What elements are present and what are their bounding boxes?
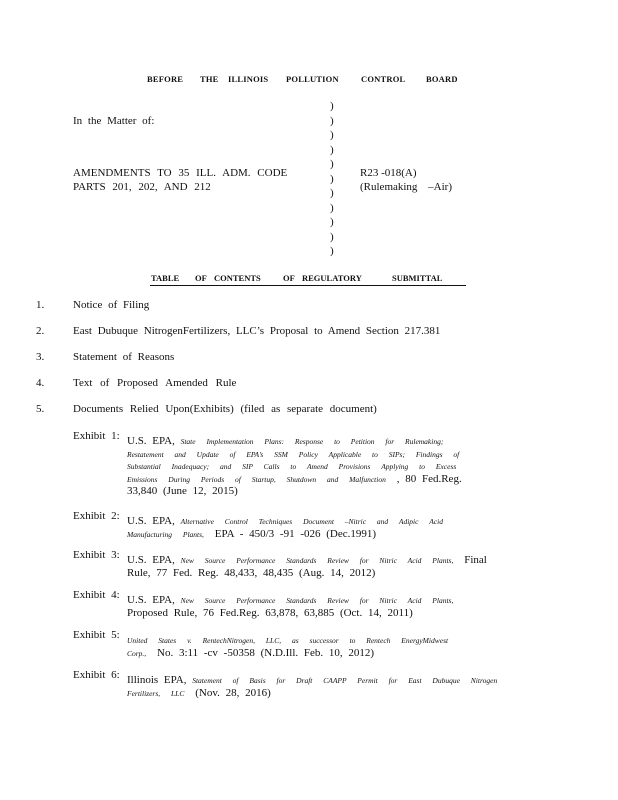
paren: ) [330,144,334,156]
paren: ) [330,245,334,257]
citation-title-text: Fertilizers, LLC [127,688,196,698]
toc-item-number: 5. [36,403,45,415]
toc-item-number: 4. [36,377,45,389]
toc-heading-word: REGULATORY [302,273,362,283]
exhibit-label: Exhibit 2: [73,510,120,522]
citation-text: , 80 Fed.Reg. [396,472,462,485]
exhibit-label: Exhibit 4: [73,589,120,601]
exhibit-citation-line [127,481,238,499]
title-word: CONTROL [361,74,406,84]
exhibit-citation-line [127,683,271,701]
docket-type: (Rulemaking –Air) [360,181,453,193]
paren: ) [330,115,334,127]
toc-item-text: Text of Proposed Amended Rule [73,377,237,389]
document-title [0,74,618,88]
citation-text: (Nov. 28, 2016) [195,686,271,699]
citation-title-text: Emissions During Periods of Startup, Shutdown and Malfunction [127,474,397,484]
paren: ) [330,187,334,199]
citation-text: 33,840 (June 12, 2015) [127,485,238,498]
citation-title-text: New Source Performance Standards Review for Nitric Acid Plants, [180,556,465,565]
citation-title-text: Corp., [127,648,158,658]
paren: ) [330,158,334,170]
toc-heading-word: OF [195,273,207,283]
amendments-line-2: PARTS 201, 202, AND 212 [73,181,211,193]
exhibit-label: Exhibit 6: [73,669,120,681]
exhibit-citation-line [127,643,374,661]
citation-title-text: New Source Performance Standards Review for Nitric Acid Plants, [180,596,454,605]
exhibit-label: Exhibit 3: [73,549,120,561]
paren: ) [330,100,334,112]
toc-item-text: Documents Relied Upon(Exhibits) (filed as separate document) [73,403,377,415]
toc-item-number: 1. [36,299,45,311]
toc-item-text: Notice of Filing [73,299,150,311]
citation-text: No. 3:11 -cv -50358 (N.D.Ill. Feb. 10, 2012) [157,646,375,659]
exhibit-citation-line [127,563,375,581]
citation-text: U.S. EPA, [127,515,181,527]
citation-text: U.S. EPA, [127,554,181,566]
toc-heading [150,273,466,286]
citation-text: Rule, 77 Fed. Reg. 48,433, 48,435 (Aug. 14, 2012) [127,566,376,579]
exhibit-citation-line [127,603,413,621]
citation-text: U.S. EPA, [127,435,181,447]
citation-text: Final [464,554,487,566]
toc-heading-word: TABLE [151,273,180,283]
citation-text: Proposed Rule, 76 Fed.Reg. 63,878, 63,885 (Oct. 14, 2011) [127,606,413,619]
paren: ) [330,216,334,228]
citation-title-text: Alternative Control Techniques Document –Nitric and Adipic Acid [180,517,443,526]
title-word: ILLINOIS [228,74,269,84]
citation-title-text: United States v. RentechNitrogen, LLC, as successor to Rentech EnergyMidwest [127,636,449,645]
amendments-line-1: AMENDMENTS TO 35 ILL. ADM. CODE [73,167,288,179]
toc-heading-word: CONTENTS [214,273,261,283]
paren: ) [330,173,334,185]
citation-title-text: Substantial Inadequacy; and SIP Calls to Amend Provisions Applying to Excess [127,462,457,472]
toc-item-number: 2. [36,325,45,337]
citation-title-text: Statement of Basis for Draft CAAPP Permit for East Dubuque Nitrogen [192,676,498,685]
citation-title-text: State Implementation Plans: Response to Petition for Rulemaking; [180,437,444,446]
exhibit-label: Exhibit 1: [73,430,120,442]
toc-item-text: East Dubuque NitrogenFertilizers, LLC’s Proposal to Amend Section 217.381 [73,325,441,337]
paren: ) [330,202,334,214]
citation-title-text: Restatement and Update of EPA’s SSM Policy Applicable to SIPs; Findings of [127,449,460,459]
citation-text: Illinois EPA, [127,674,193,686]
toc-item-text: Statement of Reasons [73,351,175,363]
citation-text: U.S. EPA, [127,594,181,606]
title-word: BEFORE [147,74,184,84]
exhibit-label: Exhibit 5: [73,629,120,641]
citation-text: EPA - 450/3 -91 -026 (Dec.1991) [214,527,377,540]
docket-number: R23 -018(A) [360,167,417,179]
in-the-matter-label: In the Matter of: [73,115,155,127]
title-word: THE [200,74,219,84]
toc-heading-word: OF [283,273,295,283]
toc-heading-word: SUBMITTAL [392,273,443,283]
title-word: POLLUTION [286,74,339,84]
citation-title-text: Manufacturing Plants, [127,529,215,539]
exhibit-citation-line [127,524,376,542]
paren: ) [330,129,334,141]
toc-item-number: 3. [36,351,45,363]
title-word: BOARD [426,74,458,84]
paren: ) [330,231,334,243]
